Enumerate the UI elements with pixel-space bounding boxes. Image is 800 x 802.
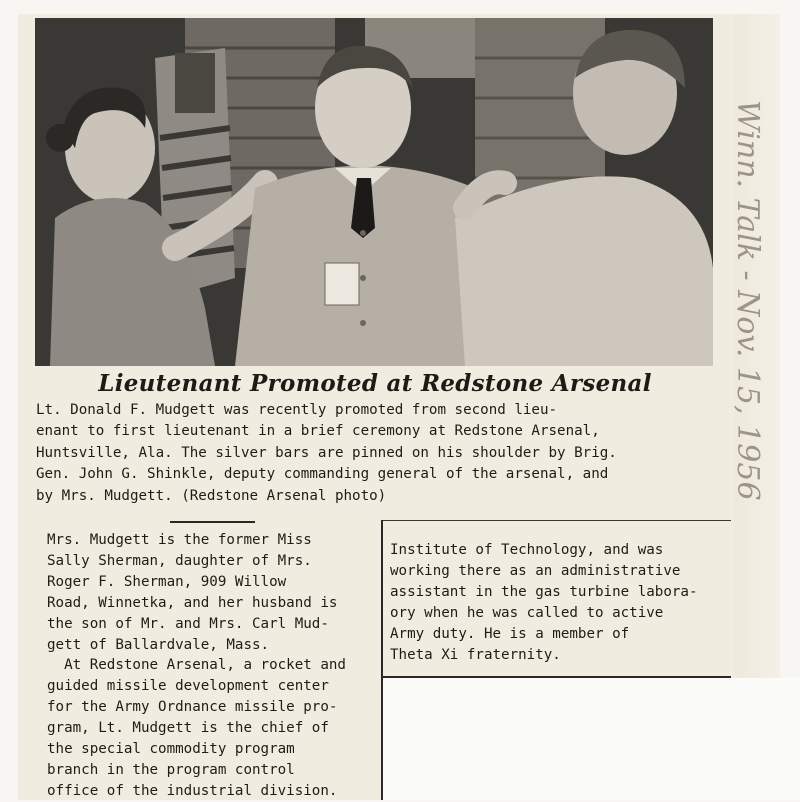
news-photo <box>35 18 713 366</box>
column-top-rule <box>381 520 731 521</box>
headline: Lieutenant Promoted at Redstone Arsenal <box>98 370 652 397</box>
section-divider <box>170 521 255 523</box>
photo-caption: Lt. Donald F. Mudgett was recently promoted from second lieu- enant to first lieutenant in a brief ceremony at Redstone Arsenal, Huntsville, Ala. The silver bars are pinned on his shoulder by Brig. Gen. John G. Shinkle, deputy commanding general of the arsenal, and by Mrs. Mudgett. (Redstone Arsenal photo) <box>36 402 617 504</box>
article-column-right: Institute of Technology, and was working there as an administrative assistant in the gas turbine labora- ory when he was called to active Army duty. He is a member of Theta Xi fraternity. <box>390 542 698 663</box>
handwritten-note <box>720 90 780 650</box>
article-column-left: Mrs. Mudgett is the former Miss Sally Sherman, daughter of Mrs. Roger F. Sherman, 909 Willow Road, Winnetka, and her husband is the son of Mr. and Mrs. Carl Mud- gett of Ballardvale, Mass. At Redstone Arsenal, a rocket and guided missile development center for the Army Ordnance missile pro- gram, Lt. Mudgett is the chief of the special commodity program branch in the program control office of the industrial division. <box>47 532 346 799</box>
handwritten-note-text: Winn. Talk - Nov. 15, 1956 <box>730 100 765 501</box>
cut-edge <box>383 678 800 800</box>
